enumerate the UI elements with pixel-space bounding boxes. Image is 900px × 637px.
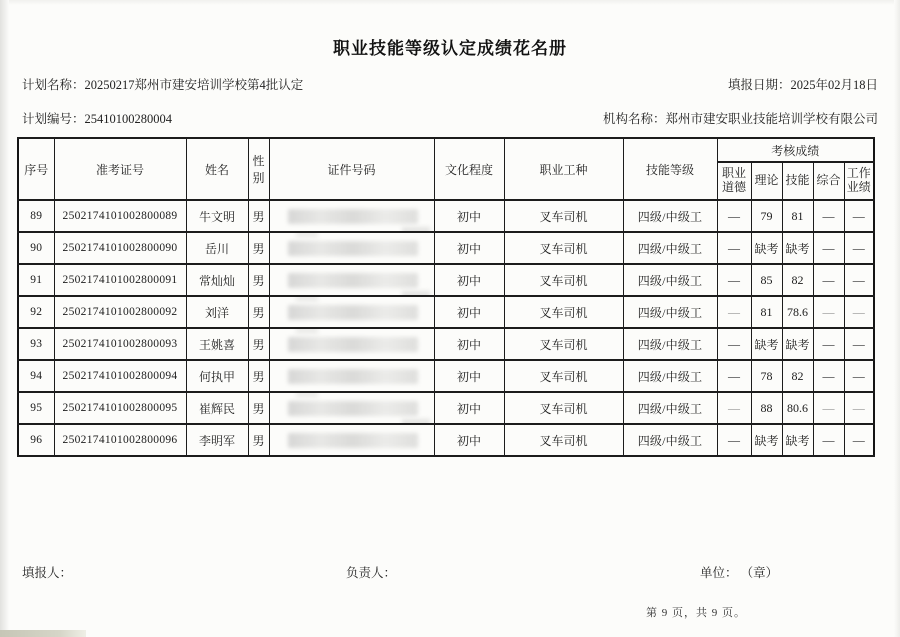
cell-level: 四级/中级工 — [623, 264, 717, 296]
cell-score: 81 — [751, 296, 782, 328]
table-row — [18, 232, 874, 264]
cell-seq: 94 — [18, 360, 54, 392]
cell-name: 常灿灿 — [186, 264, 248, 296]
cell-trade: 叉车司机 — [504, 424, 623, 456]
redaction-blob — [296, 328, 318, 334]
col-header-id-number: 证件号码 — [269, 138, 434, 200]
cell-id-redacted — [269, 392, 434, 424]
cell-score: — — [844, 424, 874, 456]
filler-label: 填报人： — [22, 566, 73, 580]
cell-score: — — [813, 296, 844, 328]
redacted-id-blur — [288, 273, 418, 288]
col-header-score-theory: 理论 — [751, 162, 782, 200]
cell-seq: 90 — [18, 232, 54, 264]
cell-level: 四级/中级工 — [623, 296, 717, 328]
plan-number — [22, 109, 172, 127]
cell-seq: 96 — [18, 424, 54, 456]
scan-artifact-corner — [0, 630, 86, 637]
table-row — [18, 328, 874, 360]
cell-score: — — [844, 328, 874, 360]
cell-score: 78 — [751, 360, 782, 392]
cell-score: 88 — [751, 392, 782, 424]
plan-name-label: 计划名称： — [22, 78, 85, 92]
cell-score: 81 — [782, 200, 813, 232]
cell-name: 李明军 — [186, 424, 248, 456]
plan-name-value: 20250217郑州市建安培训学校第4批认定 — [84, 78, 304, 92]
cell-score: 缺考 — [782, 424, 813, 456]
org-name-label: 机构名称： — [602, 112, 666, 126]
cell-education: 初中 — [434, 424, 504, 456]
cell-name: 何执甲 — [186, 360, 248, 392]
plan-number-value: 25410100280004 — [84, 112, 173, 126]
cell-gender: 男 — [248, 232, 269, 264]
cell-gender: 男 — [248, 328, 269, 360]
cell-trade: 叉车司机 — [504, 200, 623, 232]
cell-score: — — [813, 424, 844, 456]
col-header-seq: 序号 — [18, 138, 54, 200]
cell-score: 78.6 — [782, 296, 813, 328]
cell-score: — — [844, 264, 874, 296]
col-header-score-skill: 技能 — [782, 162, 813, 200]
cell-trade: 叉车司机 — [504, 360, 623, 392]
cell-seq: 93 — [18, 328, 54, 360]
plan-number-label: 计划编号： — [22, 112, 85, 126]
cell-name: 王姚喜 — [186, 328, 248, 360]
cell-id-redacted — [269, 232, 434, 264]
cell-ticket: 2502174101002800096 — [54, 424, 186, 456]
cell-score: — — [717, 296, 751, 328]
scan-edge-right — [894, 0, 900, 637]
cell-education: 初中 — [434, 328, 504, 360]
redaction-blob — [296, 392, 318, 398]
cell-education: 初中 — [434, 200, 504, 232]
cell-education: 初中 — [434, 232, 504, 264]
cell-education: 初中 — [434, 264, 504, 296]
cell-id-redacted — [269, 264, 434, 296]
cell-seq: 89 — [18, 200, 54, 232]
cell-id-redacted — [269, 360, 434, 392]
cell-seq: 92 — [18, 296, 54, 328]
cell-score: — — [813, 264, 844, 296]
cell-ticket: 2502174101002800092 — [54, 296, 186, 328]
cell-score: 79 — [751, 200, 782, 232]
cell-id-redacted — [269, 424, 434, 456]
manager-label: 负责人： — [346, 566, 397, 580]
redaction-blob — [296, 232, 318, 238]
col-header-score-work: 工作业绩 — [844, 162, 874, 200]
cell-score: 缺考 — [782, 328, 813, 360]
cell-score: — — [717, 392, 751, 424]
cell-ticket: 2502174101002800094 — [54, 360, 186, 392]
cell-level: 四级/中级工 — [623, 360, 717, 392]
redacted-id-blur — [288, 241, 418, 256]
cell-score: 85 — [751, 264, 782, 296]
cell-score: — — [813, 328, 844, 360]
col-header-score-morality: 职业道德 — [717, 162, 751, 200]
table-row — [18, 360, 874, 392]
cell-score: 缺考 — [782, 232, 813, 264]
col-header-gender: 性别 — [248, 138, 269, 200]
cell-trade: 叉车司机 — [504, 392, 623, 424]
roster-table — [17, 137, 875, 457]
cell-name: 刘洋 — [186, 296, 248, 328]
cell-name: 牛文明 — [186, 200, 248, 232]
cell-score: — — [844, 200, 874, 232]
redacted-id-blur — [288, 369, 418, 384]
col-header-trade: 职业工种 — [504, 138, 623, 200]
cell-education: 初中 — [434, 392, 504, 424]
cell-ticket: 2502174101002800093 — [54, 328, 186, 360]
table-row — [18, 296, 874, 328]
report-date-value: 2025年02月18日 — [790, 78, 878, 92]
redacted-id-blur — [288, 209, 418, 224]
cell-score: — — [844, 360, 874, 392]
col-header-scores-group: 考核成绩 — [717, 138, 874, 162]
cell-level: 四级/中级工 — [623, 200, 717, 232]
cell-level: 四级/中级工 — [623, 424, 717, 456]
cell-id-redacted — [269, 296, 434, 328]
cell-trade: 叉车司机 — [504, 232, 623, 264]
cell-score: — — [717, 232, 751, 264]
cell-seq: 91 — [18, 264, 54, 296]
cell-trade: 叉车司机 — [504, 264, 623, 296]
page-number-note: 第 9 页，共 9 页。 — [646, 607, 746, 619]
cell-name: 崔辉民 — [186, 392, 248, 424]
cell-ticket: 2502174101002800095 — [54, 392, 186, 424]
table-row — [18, 200, 874, 232]
redacted-id-blur — [288, 401, 418, 416]
cell-gender: 男 — [248, 360, 269, 392]
cell-score: 80.6 — [782, 392, 813, 424]
cell-score: 82 — [782, 264, 813, 296]
cell-ticket: 2502174101002800090 — [54, 232, 186, 264]
org-name — [603, 109, 878, 127]
page-title: 职业技能等级认定成绩花名册 — [333, 39, 567, 58]
cell-gender: 男 — [248, 200, 269, 232]
scan-edge-top — [0, 0, 900, 5]
cell-score: — — [844, 232, 874, 264]
cell-gender: 男 — [248, 264, 269, 296]
redacted-id-blur — [288, 433, 418, 448]
cell-score: — — [844, 392, 874, 424]
table-row — [18, 392, 874, 424]
col-header-name: 姓名 — [186, 138, 248, 200]
cell-ticket: 2502174101002800091 — [54, 264, 186, 296]
cell-score: — — [717, 360, 751, 392]
cell-score: 缺考 — [751, 232, 782, 264]
cell-score: — — [813, 392, 844, 424]
cell-score: — — [813, 200, 844, 232]
scan-edge-left — [0, 0, 9, 637]
report-date — [728, 75, 878, 93]
cell-trade: 叉车司机 — [504, 296, 623, 328]
cell-score: 82 — [782, 360, 813, 392]
cell-seq: 95 — [18, 392, 54, 424]
table-row — [18, 424, 874, 456]
cell-score: — — [844, 296, 874, 328]
col-header-score-comprehensive: 综合 — [813, 162, 844, 200]
cell-score: — — [813, 232, 844, 264]
cell-level: 四级/中级工 — [623, 328, 717, 360]
cell-ticket: 2502174101002800089 — [54, 200, 186, 232]
redacted-id-blur — [288, 337, 418, 352]
cell-score: — — [717, 200, 751, 232]
unit-seal-label: 单位： （章） — [700, 566, 779, 580]
table-body — [18, 200, 874, 456]
cell-score: — — [717, 328, 751, 360]
cell-score: — — [717, 424, 751, 456]
redacted-id-blur — [288, 305, 418, 320]
col-header-education: 文化程度 — [434, 138, 504, 200]
cell-gender: 男 — [248, 424, 269, 456]
cell-score: — — [717, 264, 751, 296]
cell-gender: 男 — [248, 392, 269, 424]
cell-score: — — [813, 360, 844, 392]
cell-score: 缺考 — [751, 424, 782, 456]
cell-score: 缺考 — [751, 328, 782, 360]
cell-id-redacted — [269, 328, 434, 360]
cell-name: 岳川 — [186, 232, 248, 264]
redaction-blob — [296, 296, 318, 302]
col-header-ticket: 准考证号 — [54, 138, 186, 200]
cell-id-redacted — [269, 200, 434, 232]
col-header-level: 技能等级 — [623, 138, 717, 200]
plan-name — [22, 75, 303, 93]
cell-education: 初中 — [434, 296, 504, 328]
cell-education: 初中 — [434, 360, 504, 392]
cell-trade: 叉车司机 — [504, 328, 623, 360]
header-row-1 — [18, 138, 874, 162]
table-row — [18, 264, 874, 296]
report-date-label: 填报日期： — [727, 78, 791, 92]
cell-level: 四级/中级工 — [623, 232, 717, 264]
org-name-value: 郑州市建安职业技能培训学校有限公司 — [665, 112, 878, 126]
cell-level: 四级/中级工 — [623, 392, 717, 424]
cell-gender: 男 — [248, 296, 269, 328]
